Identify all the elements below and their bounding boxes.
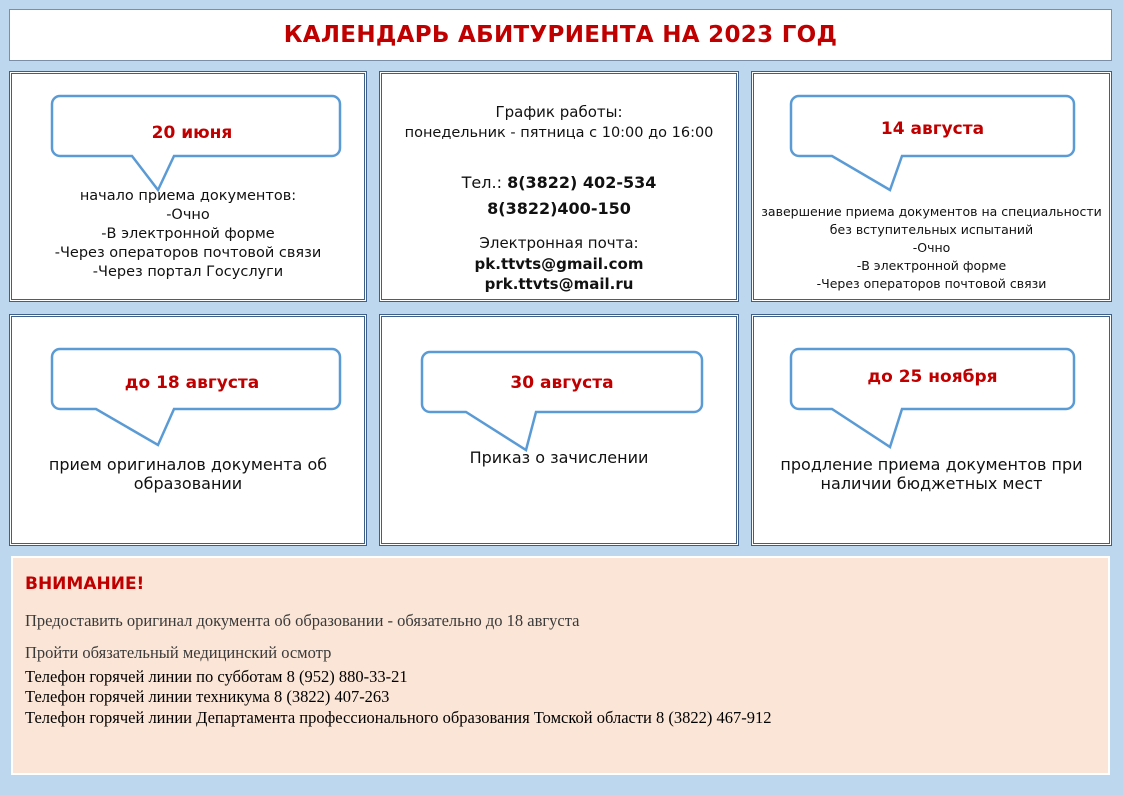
page-title: КАЛЕНДАРЬ АБИТУРИЕНТА НА 2023 ГОД (283, 22, 838, 48)
card-june-20 (9, 71, 367, 302)
speech-bubble-icon (382, 317, 742, 549)
speech-bubble-icon (754, 317, 1115, 549)
speech-bubble-icon (12, 317, 370, 549)
card-description: Приказ о зачислении (469, 448, 649, 467)
card-description: завершение приема документов на специальности без вступительных испытаний -Очно -В электронной форме -Через операторов почтовой связи (761, 204, 1102, 291)
card-august-14 (751, 71, 1112, 302)
email-label: Электронная почта: (479, 234, 639, 252)
attention-notice (11, 556, 1110, 775)
notice-line: Пройти обязательный медицинский осмотр (25, 643, 332, 662)
email-block (382, 232, 736, 294)
notice-title: ВНИМАНИЕ! (25, 574, 145, 594)
card-description: начало приема документов: -Очно -В электронной форме -Через операторов почтовой связи -Через портал Госуслуги (54, 188, 322, 280)
phone-1[interactable]: 8(3822) 402-534 (507, 173, 657, 192)
phone-block (382, 170, 736, 222)
schedule-hours: понедельник - пятница с 10:00 до 16:00 (404, 125, 714, 141)
card-description: продление приема документов при наличии бюджетных мест (780, 455, 1083, 493)
card-contacts (379, 71, 739, 302)
card-date: 14 августа (880, 119, 985, 139)
notice-line: Предоставить оригинал документа об образовании - обязательно до 18 августа (25, 611, 580, 630)
card-august-18 (9, 314, 367, 546)
notice-line: Телефон горячей линии техникума 8 (3822) 407-263 (25, 687, 390, 706)
notice-line: Телефон горячей линии Департамента профессионального образования Томской области 8 (3822) 467-912 (25, 708, 772, 727)
notice-line: Телефон горячей линии по субботам 8 (952) 880-33-21 (25, 667, 408, 686)
schedule-label: График работы: (495, 103, 623, 121)
card-description: прием оригиналов документа об образовании (48, 455, 328, 493)
phone-label: Тел.: (461, 173, 502, 192)
card-date: до 18 августа (124, 373, 260, 393)
email-1[interactable]: pk.ttvts@gmail.com (474, 255, 644, 273)
schedule-block (382, 102, 736, 144)
card-date: до 25 ноября (867, 367, 998, 387)
email-2[interactable]: prk.ttvts@mail.ru (484, 275, 634, 293)
card-date: 30 августа (510, 373, 614, 393)
title-banner (9, 9, 1112, 61)
phone-2[interactable]: 8(3822)400-150 (487, 199, 631, 218)
card-date: 20 июня (151, 123, 233, 143)
card-august-30 (379, 314, 739, 546)
card-november-25 (751, 314, 1112, 546)
